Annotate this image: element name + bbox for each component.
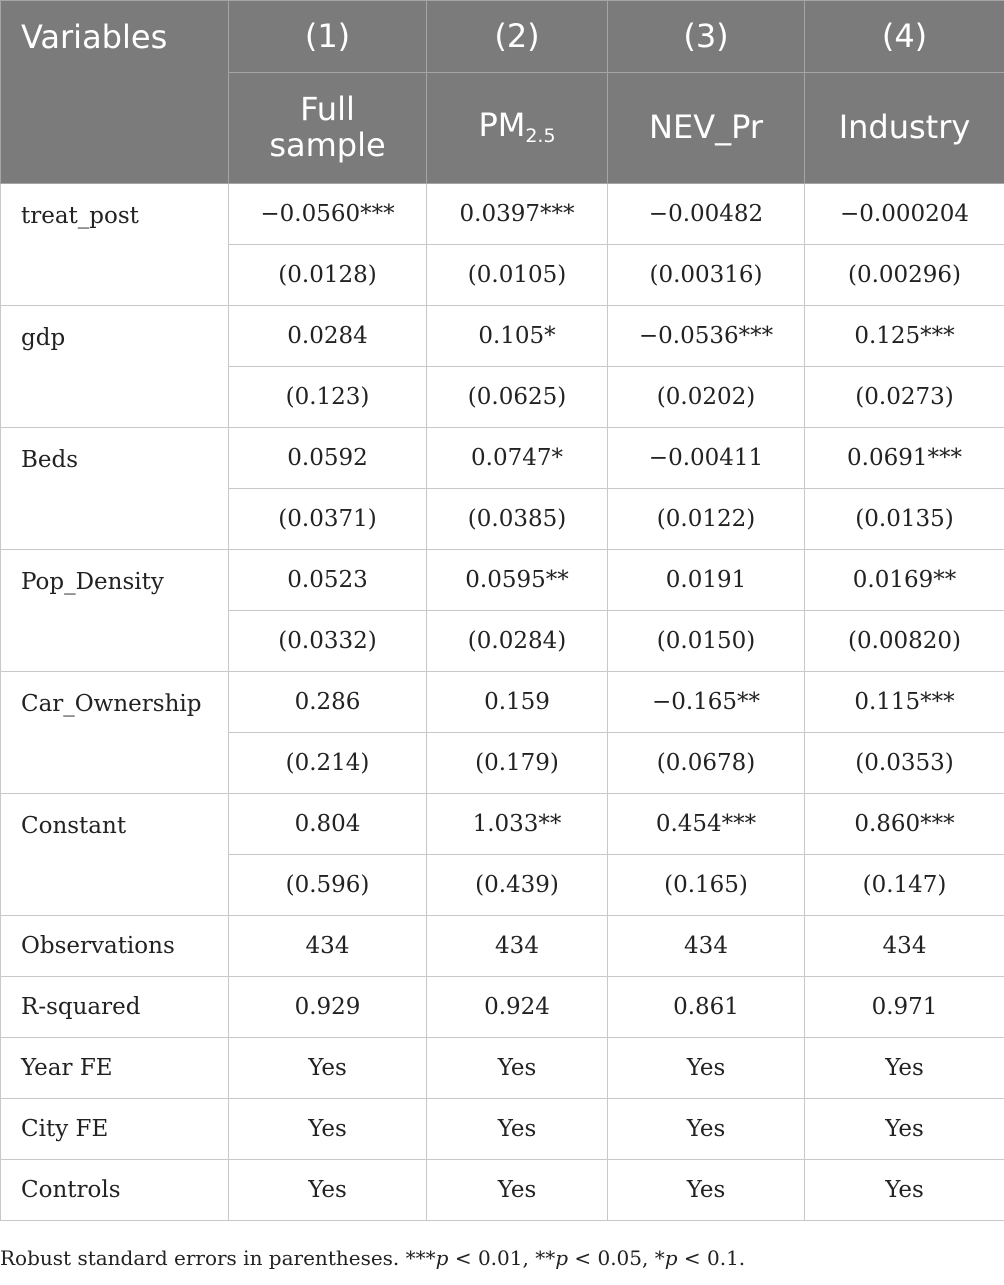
table-row <box>1 1099 1004 1160</box>
table-row <box>1 1038 1004 1099</box>
coef-cell: 0.0595** <box>427 550 608 611</box>
footnote-t2: < 0.05, * <box>568 1246 665 1270</box>
value-cell: Yes <box>427 1038 608 1099</box>
se-cell: (0.214) <box>229 733 427 794</box>
header-col-3: (3) <box>608 1 805 73</box>
se-cell: (0.0122) <box>608 489 805 550</box>
coef-cell: −0.000204 <box>805 184 1004 245</box>
header-pm-sub: 2.5 <box>525 125 556 148</box>
value-cell: 0.861 <box>608 977 805 1038</box>
row-label: Observations <box>1 916 229 977</box>
coef-cell: 0.286 <box>229 672 427 733</box>
coef-cell: 0.105* <box>427 306 608 367</box>
coef-cell: 0.0191 <box>608 550 805 611</box>
value-cell: Yes <box>427 1099 608 1160</box>
coef-cell: 0.0691*** <box>805 428 1004 489</box>
row-label: Car_Ownership <box>1 672 229 794</box>
table-row <box>1 672 1004 733</box>
se-cell: (0.00316) <box>608 245 805 306</box>
value-cell: Yes <box>229 1099 427 1160</box>
footnote-p1: p <box>435 1246 449 1270</box>
se-cell: (0.147) <box>805 855 1004 916</box>
footnote-p3: p <box>664 1246 678 1270</box>
table-row <box>1 794 1004 855</box>
se-cell: (0.165) <box>608 855 805 916</box>
value-cell: 0.971 <box>805 977 1004 1038</box>
value-cell: Yes <box>805 1099 1004 1160</box>
se-cell: (0.0135) <box>805 489 1004 550</box>
coef-cell: −0.165** <box>608 672 805 733</box>
header-full-line2: sample <box>269 126 386 164</box>
se-cell: (0.0273) <box>805 367 1004 428</box>
row-label: treat_post <box>1 184 229 306</box>
se-cell: (0.439) <box>427 855 608 916</box>
row-label: Controls <box>1 1160 229 1221</box>
table-row <box>1 184 1004 245</box>
se-cell: (0.0202) <box>608 367 805 428</box>
value-cell: Yes <box>229 1038 427 1099</box>
se-cell: (0.0385) <box>427 489 608 550</box>
header-col-2: (2) <box>427 1 608 73</box>
coef-cell: −0.00411 <box>608 428 805 489</box>
se-cell: (0.00820) <box>805 611 1004 672</box>
coef-cell: 0.0284 <box>229 306 427 367</box>
row-label: Beds <box>1 428 229 550</box>
header-pm-main: PM <box>478 106 526 145</box>
se-cell: (0.596) <box>229 855 427 916</box>
table-header <box>1 1 1004 184</box>
header-variables: Variables <box>1 1 229 184</box>
value-cell: 434 <box>427 916 608 977</box>
se-cell: (0.179) <box>427 733 608 794</box>
value-cell: Yes <box>805 1160 1004 1221</box>
coef-cell: −0.0536*** <box>608 306 805 367</box>
coef-cell: −0.0560*** <box>229 184 427 245</box>
value-cell: 434 <box>608 916 805 977</box>
coef-cell: 0.454*** <box>608 794 805 855</box>
header-col-1: (1) <box>229 1 427 73</box>
row-label: R-squared <box>1 977 229 1038</box>
coef-cell: 0.804 <box>229 794 427 855</box>
value-cell: Yes <box>805 1038 1004 1099</box>
table-row <box>1 916 1004 977</box>
table-row <box>1 306 1004 367</box>
value-cell: 0.929 <box>229 977 427 1038</box>
coef-cell: 0.0169** <box>805 550 1004 611</box>
se-cell: (0.0353) <box>805 733 1004 794</box>
row-label: Year FE <box>1 1038 229 1099</box>
se-cell: (0.0332) <box>229 611 427 672</box>
header-col-4: (4) <box>805 1 1004 73</box>
row-label: Constant <box>1 794 229 916</box>
coef-cell: −0.00482 <box>608 184 805 245</box>
coef-cell: 0.0592 <box>229 428 427 489</box>
row-label: City FE <box>1 1099 229 1160</box>
value-cell: Yes <box>427 1160 608 1221</box>
row-label: gdp <box>1 306 229 428</box>
value-cell: Yes <box>608 1099 805 1160</box>
table-row <box>1 1160 1004 1221</box>
header-pm25 <box>427 73 608 184</box>
value-cell: Yes <box>608 1038 805 1099</box>
footnote-t3: < 0.1. <box>677 1246 746 1270</box>
value-cell: 434 <box>229 916 427 977</box>
footnote-prefix: Robust standard errors in parentheses. *** <box>0 1246 436 1270</box>
table-row <box>1 977 1004 1038</box>
coef-cell: 0.0397*** <box>427 184 608 245</box>
value-cell: Yes <box>608 1160 805 1221</box>
row-label: Pop_Density <box>1 550 229 672</box>
coef-cell: 0.159 <box>427 672 608 733</box>
value-cell: 434 <box>805 916 1004 977</box>
se-cell: (0.123) <box>229 367 427 428</box>
header-full-line1: Full <box>300 90 355 129</box>
value-cell: Yes <box>229 1160 427 1221</box>
header-industry: Industry <box>805 73 1004 184</box>
table-footnote <box>0 1246 745 1270</box>
se-cell: (0.0625) <box>427 367 608 428</box>
se-cell: (0.0371) <box>229 489 427 550</box>
header-nev-pr: NEV_Pr <box>608 73 805 184</box>
footnote-t1: < 0.01, ** <box>448 1246 556 1270</box>
table-row <box>1 550 1004 611</box>
value-cell: 0.924 <box>427 977 608 1038</box>
header-full-sample <box>229 73 427 184</box>
se-cell: (0.0105) <box>427 245 608 306</box>
coef-cell: 0.115*** <box>805 672 1004 733</box>
table-row <box>1 428 1004 489</box>
se-cell: (0.0150) <box>608 611 805 672</box>
coef-cell: 0.0523 <box>229 550 427 611</box>
footnote-p2: p <box>555 1246 568 1270</box>
se-cell: (0.0284) <box>427 611 608 672</box>
coef-cell: 1.033** <box>427 794 608 855</box>
se-cell: (0.0128) <box>229 245 427 306</box>
se-cell: (0.0678) <box>608 733 805 794</box>
se-cell: (0.00296) <box>805 245 1004 306</box>
coef-cell: 0.125*** <box>805 306 1004 367</box>
coef-cell: 0.0747* <box>427 428 608 489</box>
table-body <box>1 184 1004 1221</box>
coef-cell: 0.860*** <box>805 794 1004 855</box>
